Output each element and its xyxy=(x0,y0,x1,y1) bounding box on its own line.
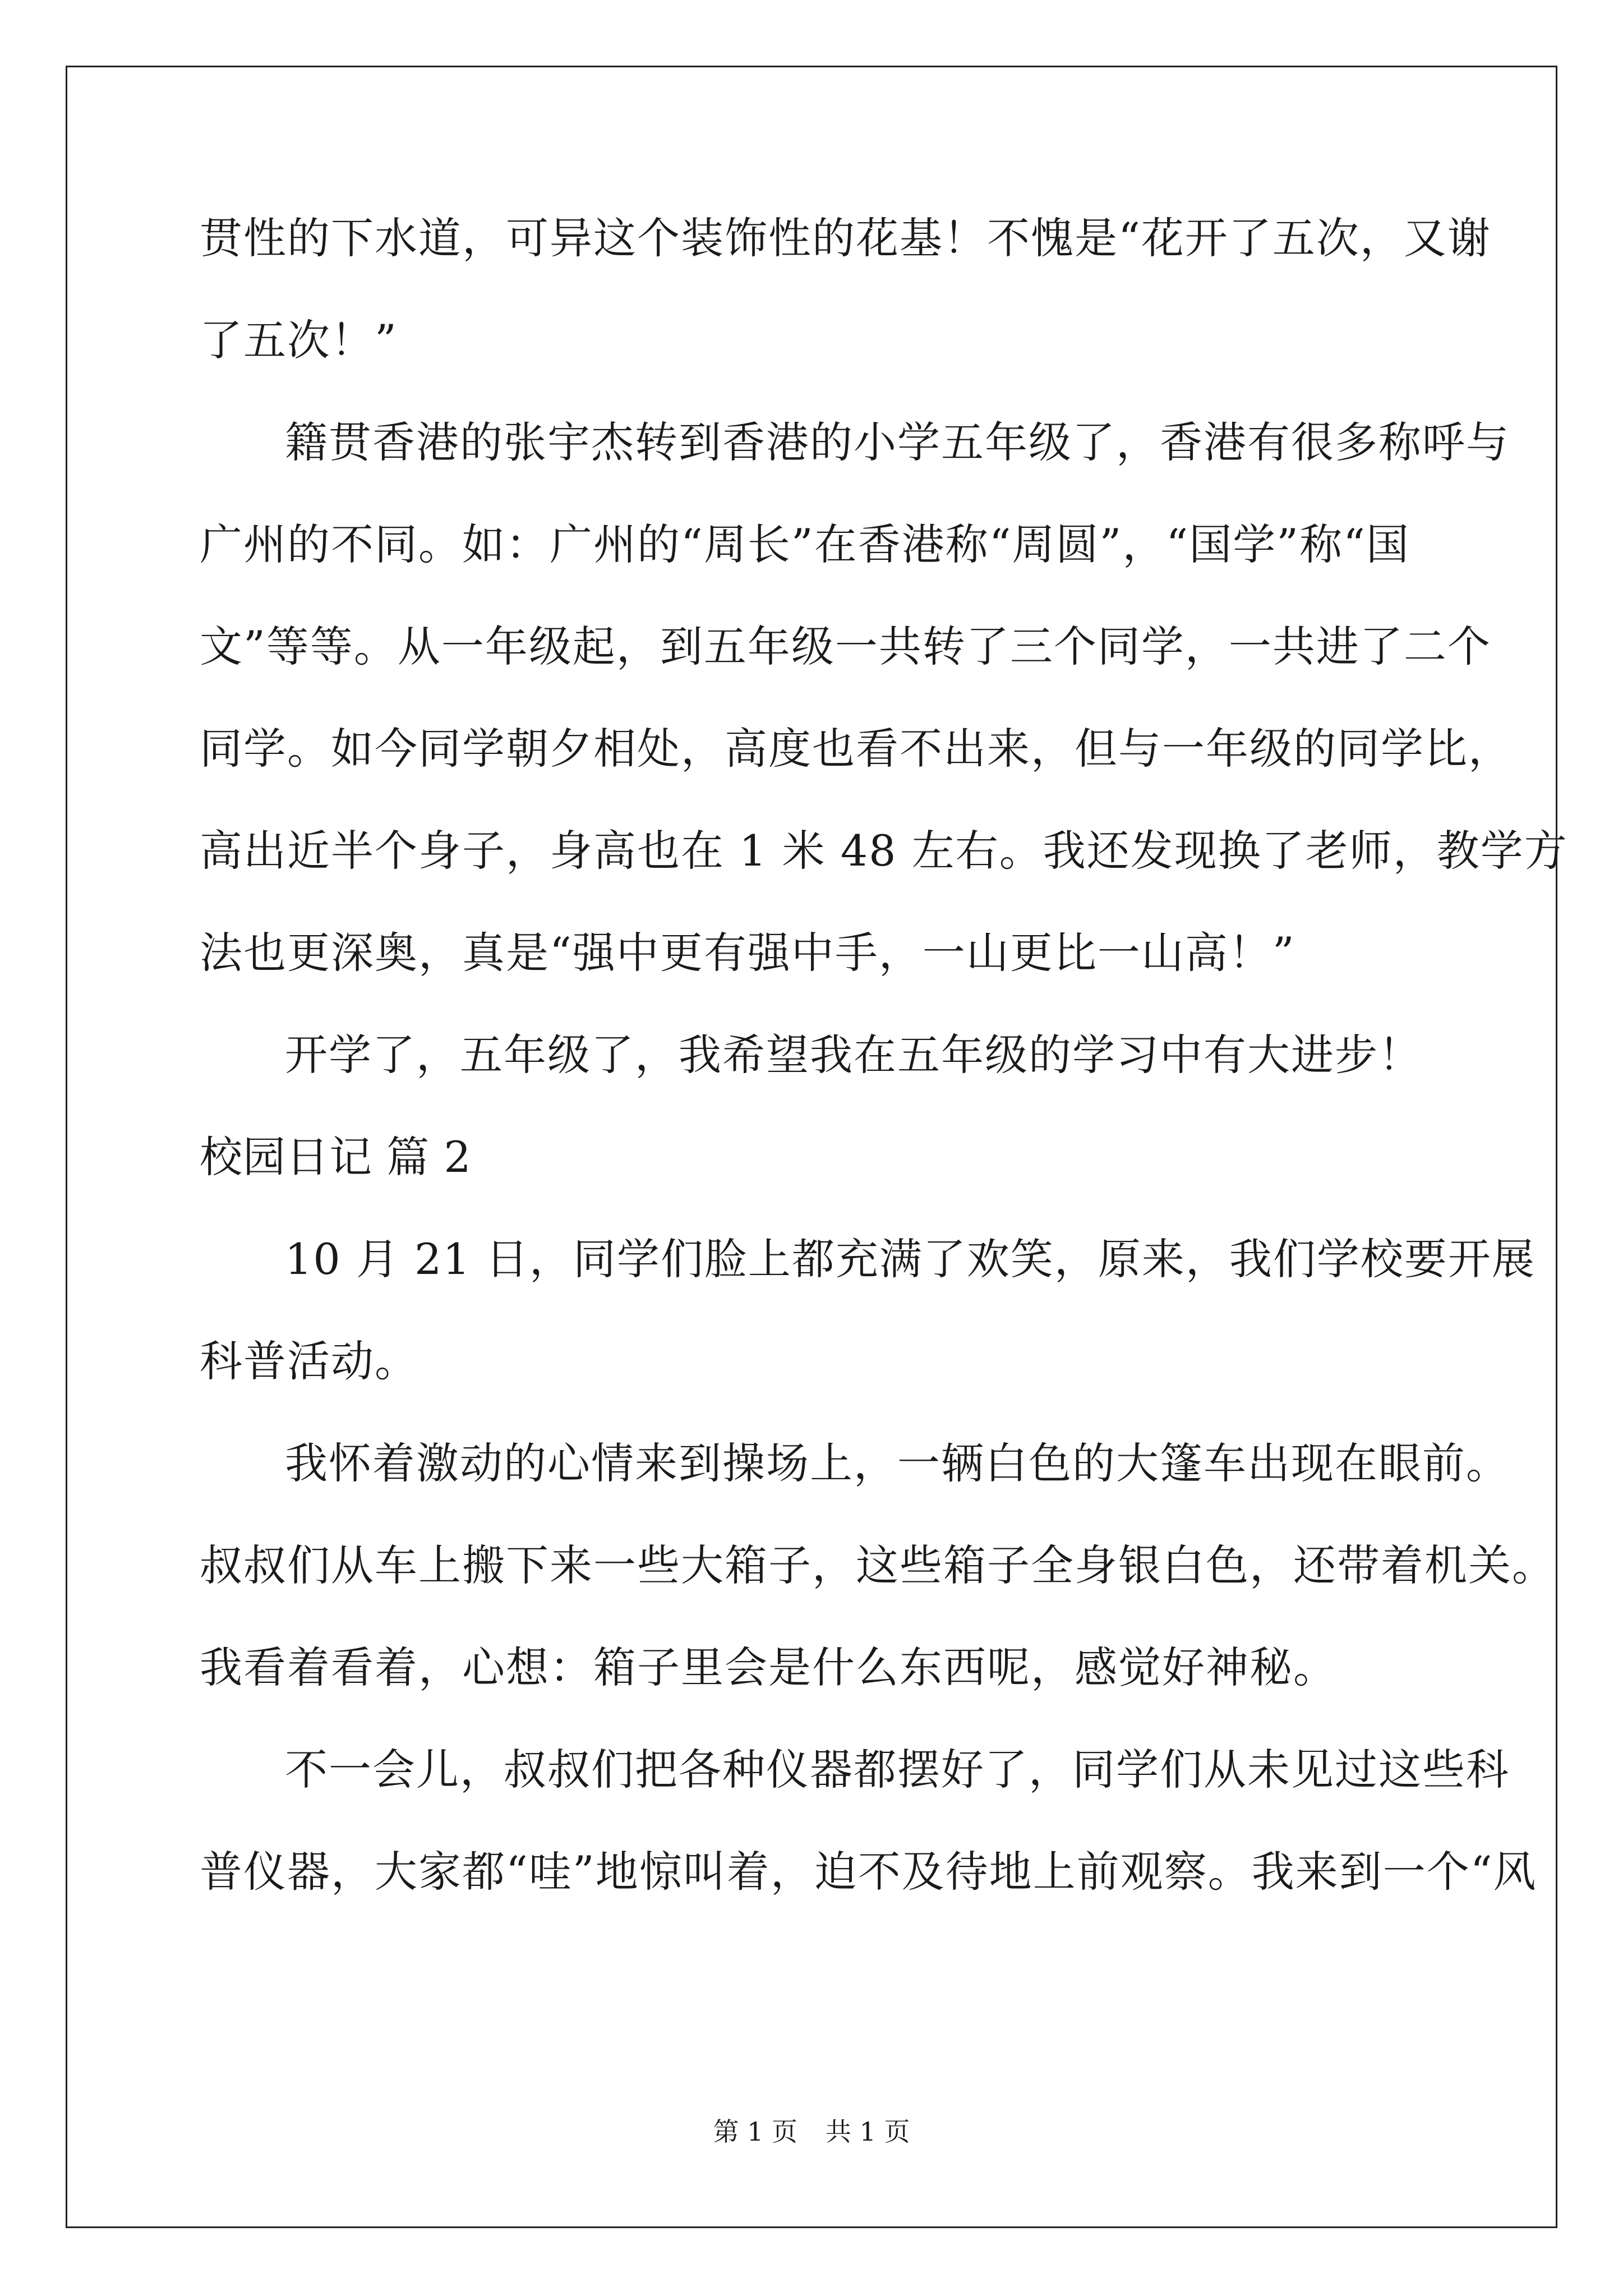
text-line: 我看着看着，心想：箱子里会是什么东西呢，感觉好神秘。 xyxy=(200,1642,1337,1692)
text-line: 文”等等。从一年级起，到五年级一共转了三个同学，一共进了二个 xyxy=(200,622,1491,671)
text-line: 广州的不同。如：广州的“周长”在香港称“周圆”，“国学”称“国 xyxy=(200,519,1410,569)
text-line: 了五次！” xyxy=(200,315,398,365)
page-number: 第 1 页 xyxy=(713,2116,797,2147)
document-body xyxy=(200,213,1568,1949)
text-line: 开学了，五年级了，我希望我在五年级的学习中有大进步！ xyxy=(285,1030,1422,1080)
text-line: 不一会儿，叔叔们把各种仪器都摆好了，同学们从未见过这些科 xyxy=(285,1745,1510,1795)
page-footer xyxy=(0,2115,1623,2148)
section-heading: 校园日记 篇 2 xyxy=(200,1132,472,1182)
text-line: 普仪器，大家都“哇”地惊叫着，迫不及待地上前观察。我来到一个“风 xyxy=(200,1847,1537,1897)
text-line: 科普活动。 xyxy=(200,1336,418,1386)
page-total: 共 1 页 xyxy=(826,2116,910,2147)
text-line: 同学。如今同学朝夕相处，高度也看不出来，但与一年级的同学比， xyxy=(200,724,1512,774)
text-line: 高出近半个身子，身高也在 1 米 48 左右。我还发现换了老师，教学方 xyxy=(200,826,1568,876)
text-line: 10 月 21 日，同学们脸上都充满了欢笑，原来，我们学校要开展 xyxy=(285,1234,1536,1284)
text-line: 贯性的下水道，可异这个装饰性的花基！不愧是“花开了五次，又谢 xyxy=(200,213,1491,263)
text-line: 籍贯香港的张宇杰转到香港的小学五年级了，香港有很多称呼与 xyxy=(285,417,1510,467)
text-line: 叔叔们从车上搬下来一些大箱子，这些箱子全身银白色，还带着机关。 xyxy=(200,1540,1556,1590)
text-line: 我怀着激动的心情来到操场上，一辆白色的大篷车出现在眼前。 xyxy=(285,1438,1510,1488)
text-line: 法也更深奥，真是“强中更有强中手，一山更比一山高！” xyxy=(200,928,1295,978)
